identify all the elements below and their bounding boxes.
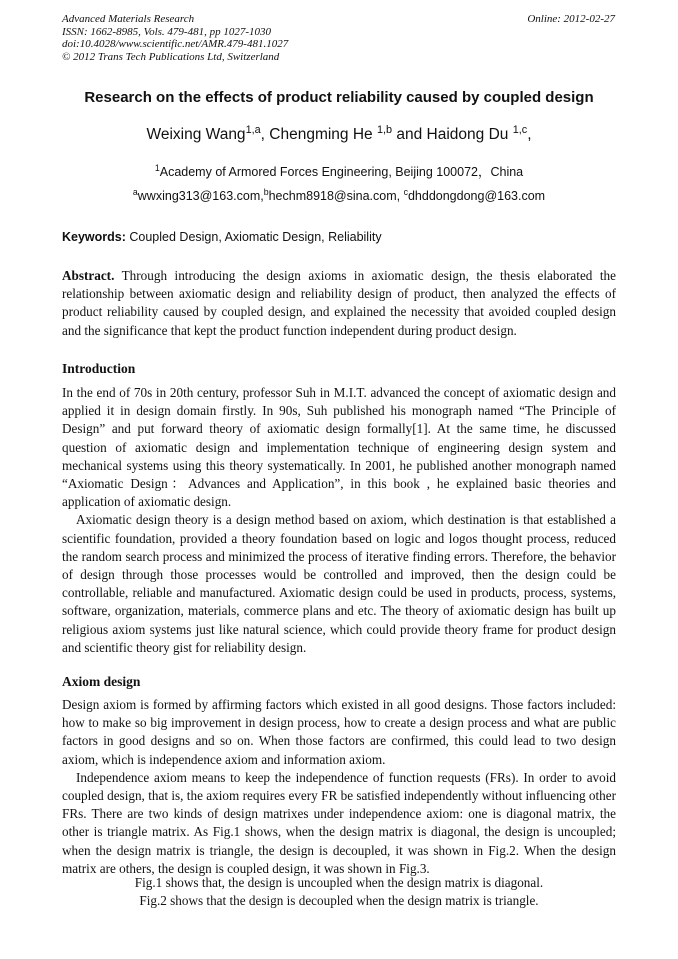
email-list <box>40 186 638 203</box>
email-sup: a <box>132 186 138 197</box>
author-list <box>40 123 638 144</box>
journal-name: Advanced Materials Research <box>62 13 195 25</box>
copyright-line: © 2012 Trans Tech Publications Ltd, Switzerland <box>62 50 280 63</box>
author-name: Weixing Wang <box>146 126 246 143</box>
author-name: Haidong Du <box>426 126 509 143</box>
figure-note: Fig.2 shows that the design is decoupled when the design matrix is triangle. <box>139 893 539 908</box>
introduction-body <box>62 384 616 657</box>
issn-line: ISSN: 1662-8985, Vols. 479-481, pp 1027-1030 <box>62 25 271 38</box>
paragraph: In the end of 70s in 20th century, professor Suh in M.I.T. advanced the concept of axiomatic design and applied it in design domain firstly. In 90s, Suh published his monograph named “The Principle of Design” and put forward theory of axiomatic design formally[1]. At the same time, he discussed question of axiomatic design and implementation technique of engineering design system and mechanical systems using this theory systematically. In 2001, he published another monograph named “Axiomatic Design：Advances and Application”, in this book , he explained basic theories and application of axiomatic design. <box>62 385 616 510</box>
abstract <box>62 267 616 340</box>
abstract-label: Abstract. <box>62 268 115 283</box>
keywords <box>62 230 616 244</box>
email-address[interactable]: hechm8918@sina.com, <box>268 189 404 203</box>
author-affil-sup: 1,c <box>512 123 528 136</box>
paragraph: Design axiom is formed by affirming factors which existed in all good designs. Those factors included: how to make so big improvement in design process, how to create a design process and what are public factors in good designs and so on. When those factors are confirmed, this could lead to two design axiom, which is independence axiom and information axiom. <box>62 697 616 767</box>
author-separator: , <box>260 126 270 143</box>
author-separator: , <box>527 126 532 143</box>
paper-title: Research on the effects of product reliability caused by coupled design <box>84 89 594 106</box>
doi-line: doi:10.4028/www.scientific.net/AMR.479-481.1027 <box>62 38 289 50</box>
affiliation <box>40 162 638 180</box>
author-name: Chengming He <box>269 126 373 143</box>
section-heading-axiom-design: Axiom design <box>62 674 141 689</box>
paragraph: Independence axiom means to keep the independence of function requests (FRs). In order to avoid coupled design, that is, the axiom requires every FR be satisfied independently without influencing other FRs. There are two kinds of design matrixes under independence axiom: one is diagonal matrix, the other is triangle matrix. As Fig.1 shows, when the design matrix is diagonal, the design is uncoupled; when the design matrix is triangle, the design is decoupled, it was shown in Fig.2. When the design matrix are others, the design is coupled design, it was shown in Fig.3. <box>62 769 616 876</box>
email-sup: c <box>403 186 408 197</box>
keywords-text: Coupled Design, Axiomatic Design, Reliability <box>125 230 382 244</box>
author-separator: and <box>392 126 427 143</box>
figure-note: Fig.1 shows that, the design is uncoupled when the design matrix is diagonal. <box>134 875 544 890</box>
email-address[interactable]: dhddongdong@163.com <box>407 189 546 203</box>
keywords-label: Keywords: <box>62 230 126 244</box>
email-address[interactable]: wwxing313@163.com, <box>137 189 264 203</box>
affiliation-sup: 1 <box>154 162 160 173</box>
affiliation-text: Academy of Armored Forces Engineering, Beijing 100072，China <box>159 165 524 179</box>
email-sup: b <box>263 186 269 197</box>
journal-header <box>62 13 442 63</box>
abstract-text: Through introducing the design axioms in axiomatic design, the thesis elaborated the relationship between axiomatic design and reliability design of product, then analyzed the effects of product reliability caused by coupled design, and explained the necessity that avoided coupled design and the significance that kept the product function independent during product design. <box>62 268 616 338</box>
author-affil-sup: 1,a <box>245 123 261 136</box>
axiom-body <box>62 696 616 878</box>
author-affil-sup: 1,b <box>376 123 393 136</box>
online-date: Online: 2012-02-27 <box>527 13 615 25</box>
section-heading-introduction: Introduction <box>62 361 136 376</box>
paragraph: Axiomatic design theory is a design method based on axiom, which destination is that established a scientific foundation, provided a theory foundation based on logic and logos thought process, reduced the random search process and minimized the process of iterative finding errors. Therefore, the behavior of design through those processes would be controlled and improved, then the design could be controllable, reliable and manufactured. Axiomatic design could be used in products, process, systems, software, organization, materials, commerce plans and etc. The theory of axiomatic design has built up religious axiom systems just like natural science, which could provide theory frame for product design and scientific theory gist for reliability design. <box>62 512 616 655</box>
